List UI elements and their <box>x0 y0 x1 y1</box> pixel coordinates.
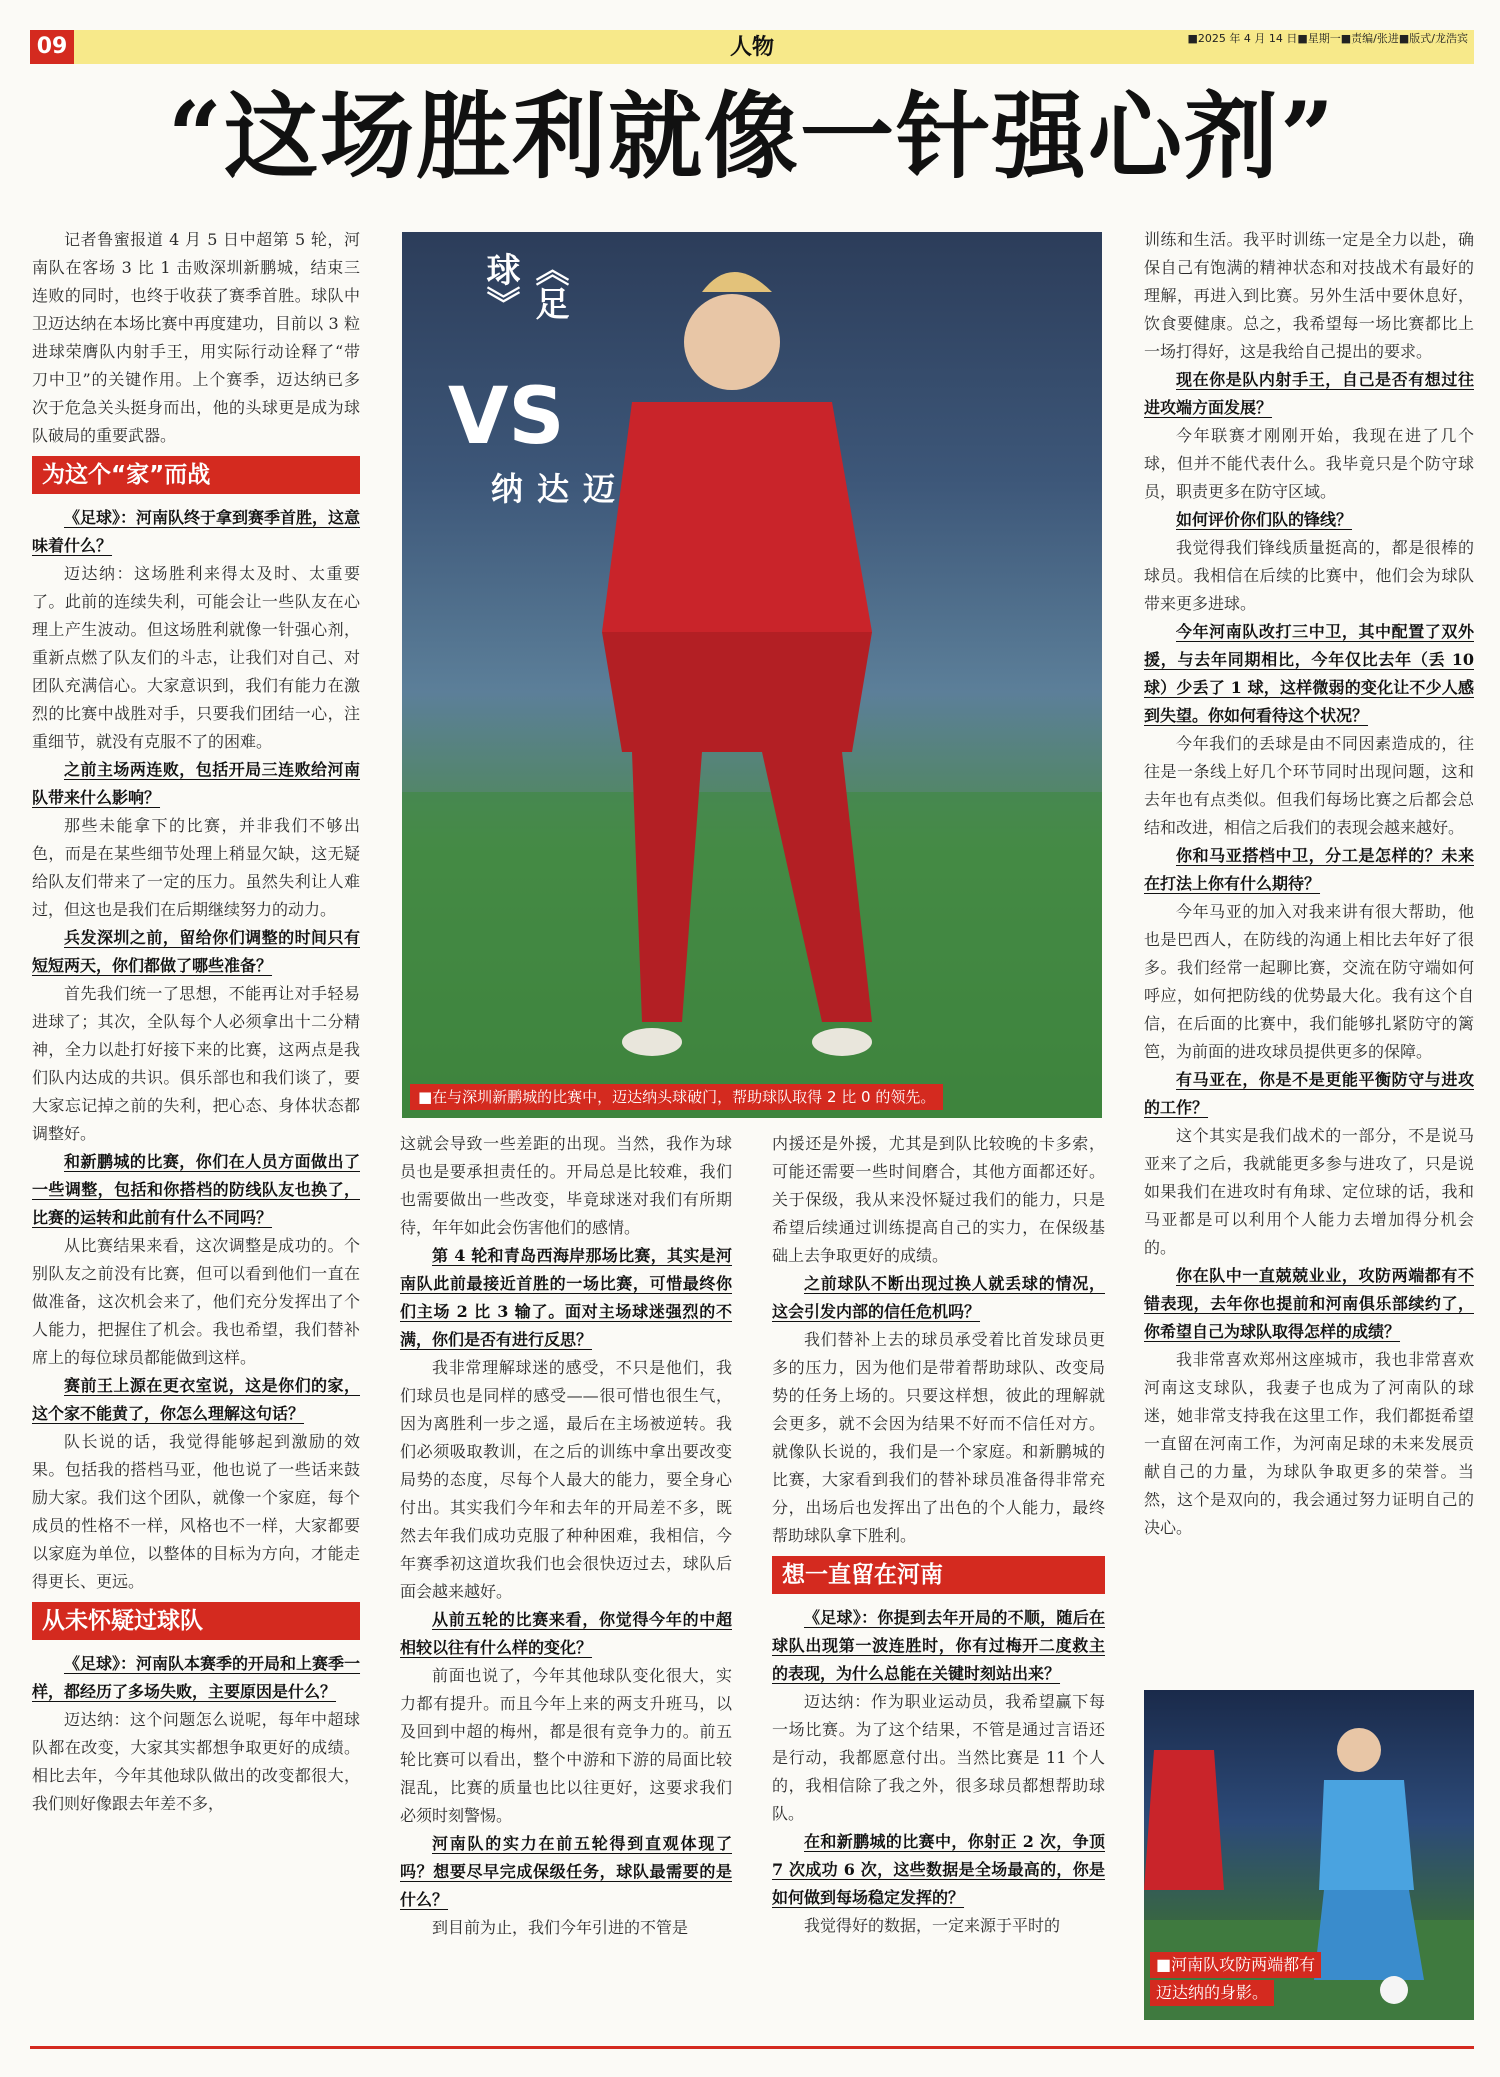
secondary-photo-caption <box>1150 1950 1321 2006</box>
answer: 今年我们的丢球是由不同因素造成的，往往是一条线上好几个环节同时出现问题，这和去年也有点类似。但我们每场比赛之后都会总结和改进，相信之后我们的表现会越来越好。 <box>1144 734 1474 837</box>
subheading-1: 为这个“家”而战 <box>32 456 360 494</box>
answer: 前面也说了，今年其他球队变化很大，实力都有提升。而且今年上来的两支升班马，以及回到中超的梅州，都是很有竞争力的。前五轮比赛可以看出，整个中游和下游的局面比较混乱，比赛的质量也比以往更好，这要求我们必须时刻警惕。 <box>400 1666 732 1825</box>
question: 赛前王上源在更衣室说，这是你们的家，这个家不能黄了，你怎么理解这句话？ <box>32 1376 360 1423</box>
column-1 <box>32 226 360 1818</box>
question: 第 4 轮和青岛西海岸那场比赛，其实是河南队此前最接近首胜的一场比赛，可惜最终你们主场 2 比 3 输了。面对主场球迷强烈的不满，你们是否有进行反思？ <box>400 1246 732 1349</box>
question: 如何评价你们队的锋线？ <box>1176 510 1353 529</box>
answer: 到目前为止，我们今年引进的不管是 <box>432 1918 689 1937</box>
answer: 从比赛结果来看，这次调整是成功的。个别队友之前没有比赛，但可以看到他们一直在做准备，这次机会来了，他们充分发挥出了个人能力，把握住了机会。我也希望，我们替补席上的每位球员都能做到这样。 <box>32 1236 360 1367</box>
vs-name: 迈达纳 <box>486 472 616 504</box>
answer-continued: 内援还是外援，尤其是到队比较晚的卡多索，可能还需要一些时间磨合，其他方面都还好。关于保级，我从来没怀疑过我们的能力，只是希望后续通过训练提高自己的实力，在保级基础上去争取更好的成绩。 <box>772 1134 1105 1265</box>
page-number: 09 <box>30 30 74 64</box>
caption-line-2: 迈达纳的身影。 <box>1150 1980 1274 2006</box>
question: 现在你是队内射手王，自己是否有想过往进攻端方面发展？ <box>1144 370 1474 417</box>
answer: 迈达纳：作为职业运动员，我希望赢下每一场比赛。为了这个结果，不管是通过言语还是行动，我都愿意付出。当然比赛是 11 个人的，我相信除了我之外，很多球员都想帮助球队。 <box>772 1692 1105 1823</box>
question: 兵发深圳之前，留给你们调整的时间只有短短两天，你们都做了哪些准备？ <box>32 928 360 975</box>
intro-paragraph: 记者鲁蜜报道 4 月 5 日中超第 5 轮，河南队在客场 3 比 1 击败深圳新鹏城，结束三连败的同时，也终于收获了赛季首胜。球队中卫迈达纳在本场比赛中再度建功，目前以 3 粒进球荣膺队内射手王，用实际行动诠释了“带刀中卫”的关键作用。上个赛季，迈达纳已多次于危急关头挺身而出，他的头球更是成为球队破局的重要武器。 <box>32 230 360 445</box>
vs-text: VS <box>448 372 565 462</box>
column-2 <box>400 1130 732 1942</box>
subheading-2: 从未怀疑过球队 <box>32 1602 360 1640</box>
headline: “这场胜利就像一针强心剂” <box>167 82 1337 192</box>
answer: 我非常喜欢郑州这座城市，我也非常喜欢河南这支球队，我妻子也成为了河南队的球迷，她非常支持我在这里工作，我们都挺希望一直留在河南工作，为河南足球的未来发展贡献自己的力量，为球队争取更多的荣誉。当然，这个是双向的，我会通过努力证明自己的决心。 <box>1144 1350 1474 1537</box>
question: 《足球》：河南队终于拿到赛季首胜，这意味着什么？ <box>32 508 361 555</box>
page-header <box>30 30 1474 64</box>
answer: 这个其实是我们战术的一部分，不是说马亚来了之后，我就能更多参与进攻了，只是说如果我们在进攻时有角球、定位球的话，我和马亚都是可以利用个人能力去增加得分机会的。 <box>1144 1126 1474 1257</box>
column-4 <box>1144 226 1474 1542</box>
question: 你在队中一直兢兢业业，攻防两端都有不错表现，去年你也提前和河南俱乐部续约了，你希望自己为球队取得怎样的成绩？ <box>1144 1266 1474 1341</box>
question: 你和马亚搭档中卫，分工是怎样的？未来在打法上你有什么期待？ <box>1144 846 1474 893</box>
question: 在和新鹏城的比赛中，你射正 2 次，争顶 7 次成功 6 次，这些数据是全场最高的，你是如何做到每场稳定发挥的？ <box>772 1832 1105 1907</box>
question: 有马亚在，你是不是更能平衡防守与进攻的工作？ <box>1144 1070 1474 1117</box>
question: 之前主场两连败，包括开局三连败给河南队带来什么影响？ <box>32 760 360 807</box>
answer: 我觉得好的数据，一定来源于平时的 <box>804 1916 1061 1935</box>
caption-line-1: ■河南队攻防两端都有 <box>1150 1952 1321 1978</box>
subheading-3: 想一直留在河南 <box>772 1556 1105 1594</box>
question: 《足球》：河南队本赛季的开局和上赛季一样，都经历了多场失败，主要原因是什么？ <box>32 1654 361 1701</box>
column-3 <box>772 1130 1105 1940</box>
vs-magazine: 《足球》 <box>480 252 569 320</box>
main-photo-caption: ■在与深圳新鹏城的比赛中，迈达纳头球破门，帮助球队取得 2 比 0 的领先。 <box>410 1084 943 1110</box>
main-photo <box>402 232 1102 1118</box>
answer-continued: 训练和生活。我平时训练一定是全力以赴，确保自己有饱满的精神状态和对技战术有最好的理解，再进入到比赛。另外生活中要休息好，饮食要健康。总之，我希望每一场比赛都比上一场打得好，这是我给自己提出的要求。 <box>1144 230 1474 361</box>
answer-continued: 这就会导致一些差距的出现。当然，我作为球员也是要承担责任的。开局总是比较难，我们也需要做出一些改变，毕竟球迷对我们有所期待，年年如此会伤害他们的感情。 <box>400 1134 732 1237</box>
answer: 那些未能拿下的比赛，并非我们不够出色，而是在某些细节处理上稍显欠缺，这无疑给队友们带来了一定的压力。虽然失利让人难过，但这也是我们在后期继续努力的动力。 <box>32 816 360 919</box>
question: 《足球》：你提到去年开局的不顺，随后在球队出现第一波连胜时，你有过梅开二度救主的表现，为什么总能在关键时刻站出来？ <box>772 1608 1105 1683</box>
question: 今年河南队改打三中卫，其中配置了双外援，与去年同期相比，今年仅比去年（丢 10 球）少丢了 1 球，这样微弱的变化让不少人感到失望。你如何看待这个状况？ <box>1144 622 1474 725</box>
question: 和新鹏城的比赛，你们在人员方面做出了一些调整，包括和你搭档的防线队友也换了，比赛的运转和此前有什么不同吗？ <box>32 1152 360 1227</box>
answer: 首先我们统一了思想，不能再让对手轻易进球了；其次，全队每个人必须拿出十二分精神，全力以赴打好接下来的比赛，这两点是我们队内达成的共识。俱乐部也和我们谈了，要大家忘记掉之前的失利，把心态、身体状态都调整好。 <box>32 984 360 1143</box>
answer: 我非常理解球迷的感受，不只是他们，我们球员也是同样的感受——很可惜也很生气，因为离胜利一步之遥，最后在主场被逆转。我们必须吸取教训，在之后的训练中拿出要改变局势的态度，尽每个人最大的能力，要全身心付出。其实我们今年和去年的开局差不多，既然去年我们成功克服了种种困难，我相信，今年赛季初这道坎我们也会很快迈过去，球队后面会越来越好。 <box>400 1358 732 1601</box>
bottom-rule <box>30 2046 1474 2049</box>
answer: 今年马亚的加入对我来讲有很大帮助，他也是巴西人，在防线的沟通上相比去年好了很多。我们经常一起聊比赛，交流在防守端如何呼应，如何把防线的优势最大化。我有这个自信，在后面的比赛中，我们能够扎紧防守的篱笆，为前面的进攻球员提供更多的保障。 <box>1144 902 1474 1061</box>
answer: 迈达纳：这场胜利来得太及时、太重要了。此前的连续失利，可能会让一些队友在心理上产生波动。但这场胜利就像一针强心剂，重新点燃了队友们的斗志，让我们对自己、对团队充满信心。大家意识到，我们有能力在激烈的比赛中战胜对手，只要我们团结一心，注重细节，就没有克服不了的困难。 <box>32 564 360 751</box>
answer: 今年联赛才刚刚开始，我现在进了几个球，但并不能代表什么。我毕竟只是个防守球员，职责更多在防守区域。 <box>1144 426 1474 501</box>
answer: 迈达纳：这个问题怎么说呢，每年中超球队都在改变，大家其实都想争取更好的成绩。相比去年，今年其他球队做出的改变都很大，我们则好像跟去年差不多， <box>32 1710 360 1813</box>
section-name: 人物 <box>730 35 775 60</box>
question: 河南队的实力在前五轮得到直观体现了吗？想要尽早完成保级任务，球队最需要的是什么？ <box>400 1834 732 1909</box>
dateline: ■2025 年 4 月 14 日■星期一■责编/张进■版式/龙浩宾 <box>1187 32 1468 45</box>
player-silhouette <box>402 232 1102 1118</box>
answer: 队长说的话，我觉得能够起到激励的效果。包括我的搭档马亚，他也说了一些话来鼓励大家。我们这个团队，就像一个家庭，每个成员的性格不一样，风格也不一样，大家都要以家庭为单位，以整体的目标为方向，才能走得更长、更远。 <box>32 1432 360 1591</box>
question: 之前球队不断出现过换人就丢球的情况，这会引发内部的信任危机吗？ <box>772 1274 1105 1321</box>
secondary-photo <box>1144 1690 1474 2020</box>
answer: 我觉得我们锋线质量挺高的，都是很棒的球员。我相信在后续的比赛中，他们会为球队带来更多进球。 <box>1144 538 1474 613</box>
answer: 我们替补上去的球员承受着比首发球员更多的压力，因为他们是带着帮助球队、改变局势的任务上场的。只要这样想，彼此的理解就会更多，就不会因为结果不好而不信任对方。就像队长说的，我们是一个家庭。和新鹏城的比赛，大家看到我们的替补球员准备得非常充分，出场后也发挥出了出色的个人能力，最终帮助球队拿下胜利。 <box>772 1330 1105 1545</box>
question: 从前五轮的比赛来看，你觉得今年的中超相较以往有什么样的变化？ <box>400 1610 732 1657</box>
